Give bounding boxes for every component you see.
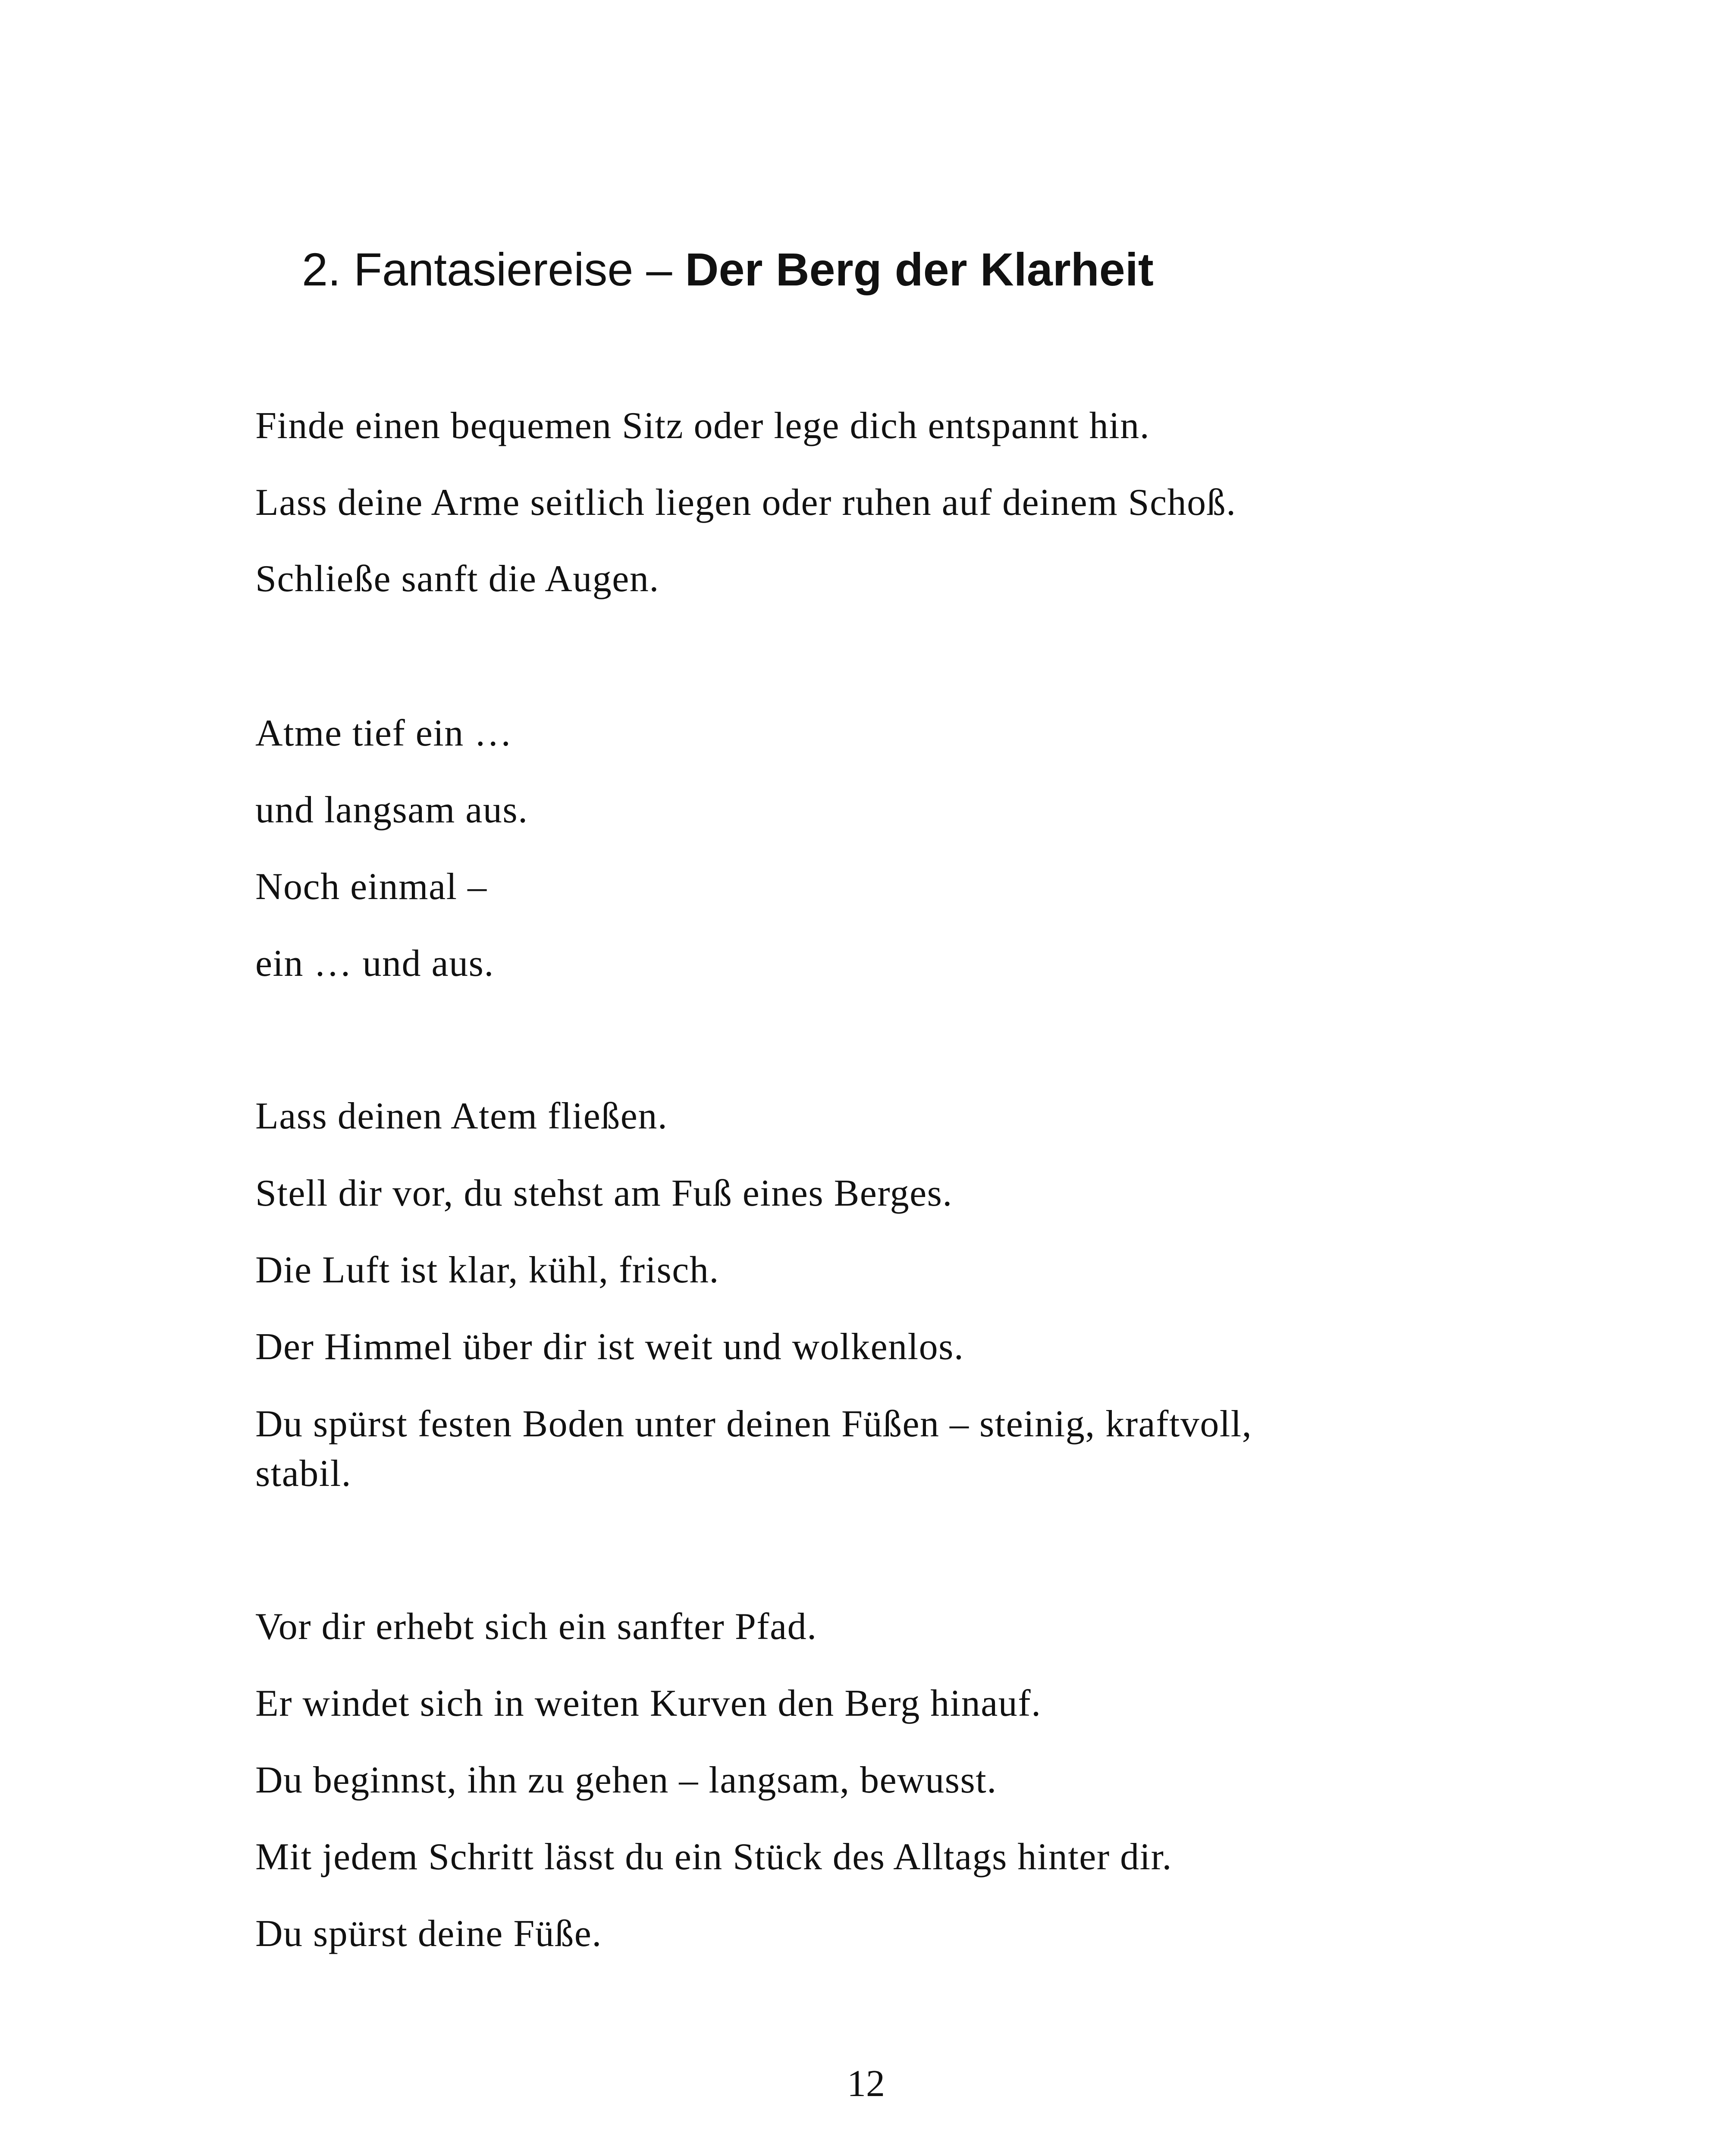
text-line: Atme tief ein … — [255, 712, 513, 754]
text-line: Er windet sich in weiten Kurven den Berg hinauf. — [255, 1683, 1042, 1724]
text-line: Du spürst deine Füße. — [255, 1913, 602, 1955]
chapter-heading-regular: 2. Fantasiereise – — [302, 243, 685, 295]
text-line: Du spürst festen Boden unter deinen Füßen – steinig, kraftvoll, — [255, 1403, 1252, 1445]
text-line: Der Himmel über dir ist weit und wolkenlos. — [255, 1326, 964, 1368]
text-line: Stell dir vor, du stehst am Fuß eines Berges. — [255, 1172, 953, 1214]
text-line: Lass deinen Atem fließen. — [255, 1095, 668, 1137]
text-line: Lass deine Arme seitlich liegen oder ruhen auf deinem Schoß. — [255, 482, 1236, 523]
text-line: Noch einmal – — [255, 866, 487, 908]
text-line: Finde einen bequemen Sitz oder lege dich entspannt hin. — [255, 405, 1150, 447]
text-line: stabil. — [255, 1453, 352, 1495]
chapter-heading — [302, 241, 1154, 298]
text-line: ein … und aus. — [255, 943, 494, 984]
text-line: Du beginnst, ihn zu gehen – langsam, bewusst. — [255, 1759, 997, 1801]
chapter-heading-bold: Der Berg der Klarheit — [685, 243, 1154, 295]
text-line: und langsam aus. — [255, 789, 528, 831]
text-line: Schließe sanft die Augen. — [255, 558, 659, 600]
text-line: Vor dir erhebt sich ein sanfter Pfad. — [255, 1606, 817, 1648]
text-line: Die Luft ist klar, kühl, frisch. — [255, 1249, 719, 1291]
text-line: Mit jedem Schritt lässt du ein Stück des Alltags hinter dir. — [255, 1836, 1173, 1878]
page-number: 12 — [847, 2063, 885, 2105]
